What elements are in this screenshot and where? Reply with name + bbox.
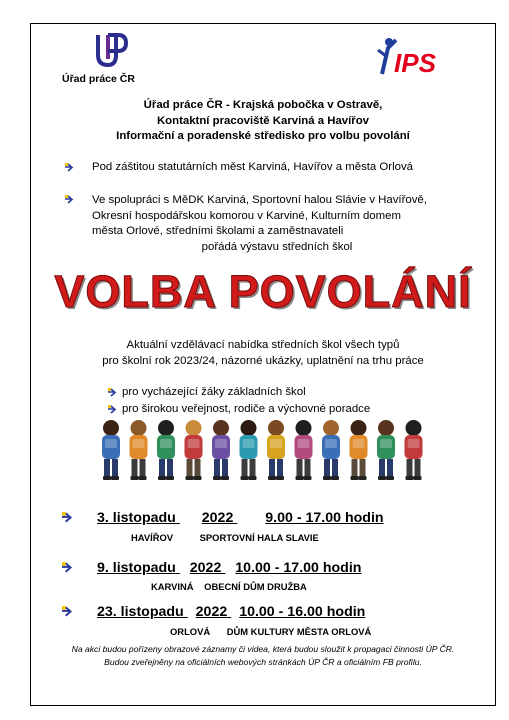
footer-line-2: Budou zveřejněny na oficiálních webových stránkách ÚP ČR a oficiálním FB profilu. — [104, 656, 422, 667]
event-year: 2022 — [201, 510, 234, 526]
patronage-text: Pod záštitou statutárních měst Karviná, Havířov a města Orlová — [92, 161, 413, 173]
event-3-datetime — [97, 604, 365, 620]
event-2-location — [151, 581, 307, 592]
bullet-arrow-icon — [65, 195, 73, 203]
bullet-arrow-icon — [108, 405, 116, 413]
intro-block — [30, 337, 496, 369]
header-line-3: Informační a poradenské středisko pro volbu povolání — [116, 130, 410, 142]
event-venue: OBECNÍ DŮM DRUŽBA — [204, 581, 307, 592]
cooperation-line-4: pořádá výstavu středních škol — [201, 240, 353, 253]
event-2-datetime — [97, 560, 361, 576]
event-date: 9. listopadu — [97, 560, 176, 576]
audience-item: pro širokou veřejnost, rodiče a výchovné poradce — [122, 403, 371, 415]
event-year: 2022 — [189, 560, 222, 576]
event-date: 3. listopadu — [97, 510, 176, 526]
cooperation-line-2: Okresní hospodářskou komorou v Karviné, Kulturním domem — [92, 209, 401, 222]
event-year: 2022 — [195, 604, 228, 620]
event-city: KARVINÁ — [151, 581, 194, 592]
bullet-arrow-icon — [65, 163, 73, 171]
cooperation-line-3: města Orlové, středními školami a zaměstnavateli — [92, 225, 344, 238]
intro-line-2: pro školní rok 2023/24, názorné ukázky, uplatnění na trhu práce — [102, 355, 424, 367]
footer-note — [30, 643, 496, 668]
bullet-arrow-icon — [62, 562, 70, 570]
bullet-arrow-icon — [108, 388, 116, 396]
event-city: HAVÍŘOV — [131, 532, 174, 543]
main-title: VOLBA POVOLÁNÍ — [54, 266, 472, 317]
event-time: 10.00 - 16.00 hodin — [239, 604, 366, 620]
ips-logo-icon — [376, 36, 446, 76]
header-line-1: Úřad práce ČR - Krajská pobočka v Ostravě, — [143, 99, 383, 111]
footer-line-1: Na akci budou pořízeny obrazové záznamy či videa, která budou sloužit k propagaci činnosti ÚP ČR. — [71, 644, 455, 654]
event-city: ORLOVÁ — [170, 626, 211, 637]
event-1-datetime — [97, 510, 384, 526]
up-logo-icon — [94, 33, 128, 67]
event-time: 10.00 - 17.00 hodin — [235, 560, 362, 576]
up-logo-caption: Úřad práce ČR — [62, 73, 135, 85]
up-logo — [62, 33, 142, 85]
event-time: 9.00 - 17.00 hodin — [265, 510, 384, 526]
header-block — [30, 98, 496, 145]
cooperation-text — [92, 193, 462, 255]
event-3-location — [170, 626, 371, 637]
event-date: 23. listopadu — [97, 604, 184, 620]
event-venue: SPORTOVNÍ HALA SLAVIE — [199, 532, 319, 543]
intro-line-1: Aktuální vzdělávací nabídka středních škol všech typů — [126, 339, 400, 351]
cooperation-line-1: Ve spolupráci s MěDK Karviná, Sportovní halou Slávie v Havířově, — [92, 194, 427, 206]
event-1-location — [131, 532, 319, 543]
audience-item: pro vycházející žáky základních škol — [122, 386, 306, 398]
bullet-arrow-icon — [62, 512, 70, 520]
ips-logo-text: IPS — [394, 48, 436, 76]
ips-logo — [376, 36, 446, 81]
students-illustration — [95, 420, 435, 482]
bullet-arrow-icon — [62, 606, 70, 614]
header-line-2: Kontaktní pracoviště Karviná a Havířov — [156, 114, 370, 127]
event-venue: DŮM KULTURY MĚSTA ORLOVÁ — [226, 626, 372, 637]
